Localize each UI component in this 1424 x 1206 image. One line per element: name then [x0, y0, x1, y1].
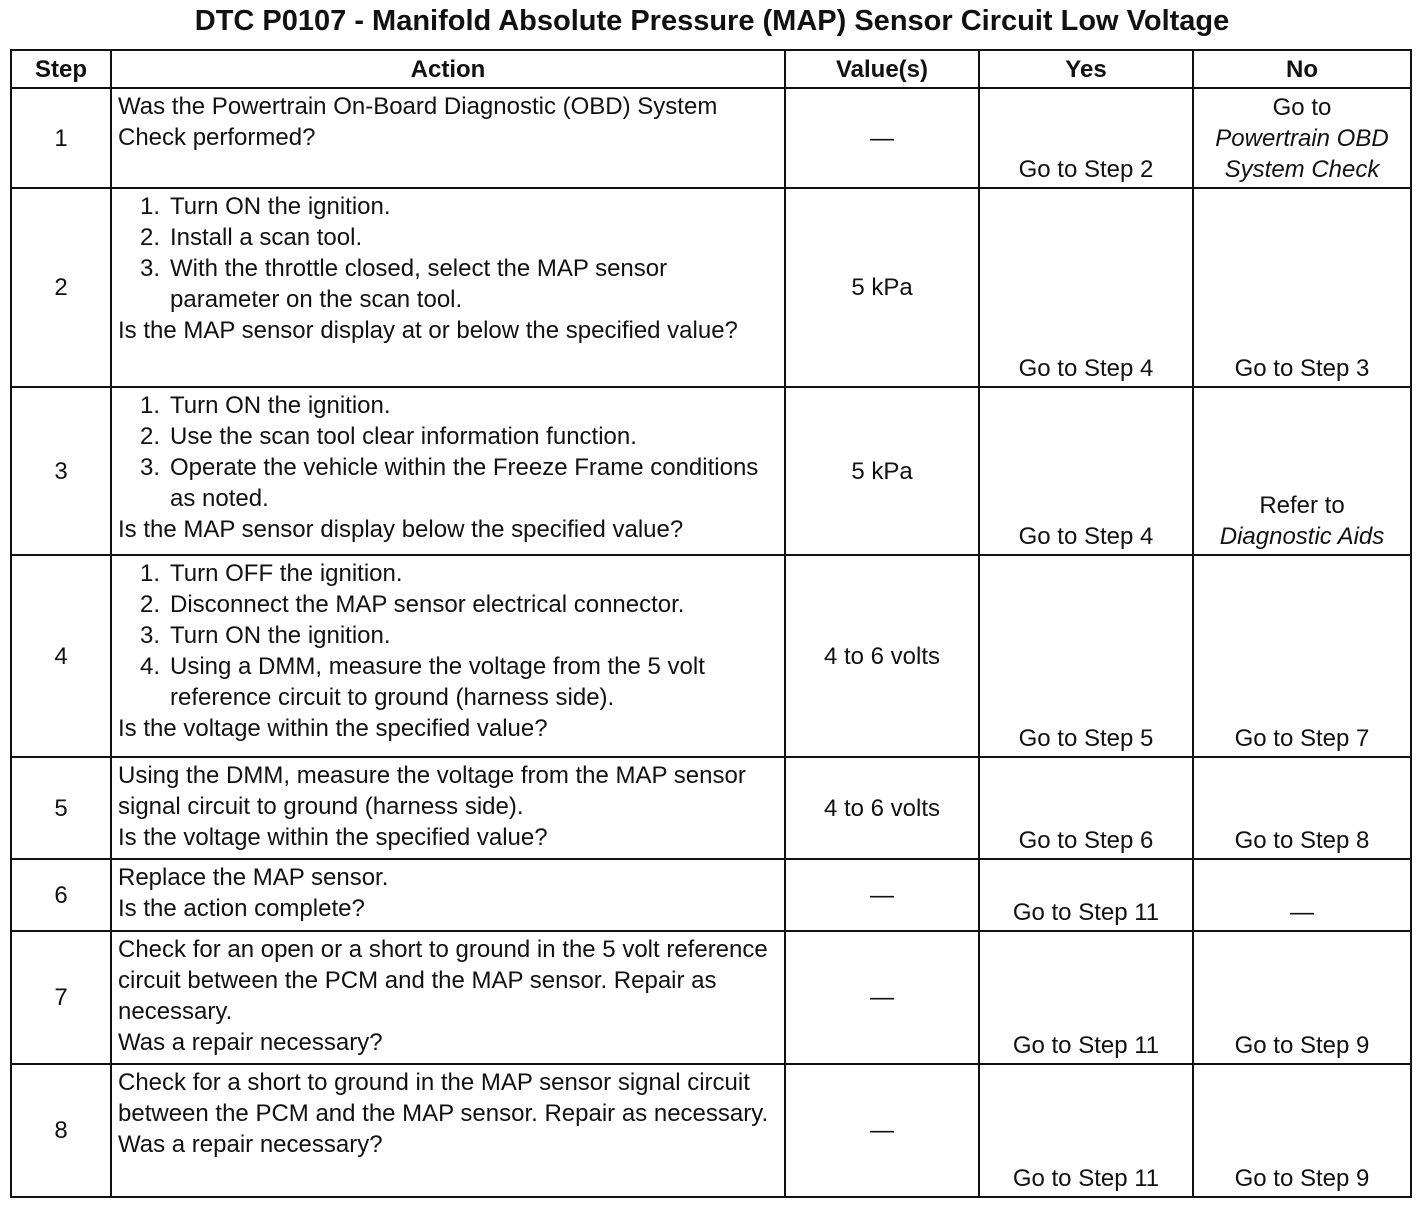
yes-cell: Go to Step 11: [979, 931, 1193, 1064]
no-reference: Powertrain OBD System Check: [1215, 125, 1389, 183]
action-cell: [111, 757, 785, 859]
yes-cell: Go to Step 2: [979, 88, 1193, 188]
list-item: 1. Turn ON the ignition.: [140, 392, 391, 419]
no-cell: Go to Step 3: [1193, 188, 1411, 387]
no-cell: Go to Step 9: [1193, 931, 1411, 1064]
step-number: 2: [11, 188, 111, 387]
no-cell: [1193, 88, 1411, 188]
list-item: 1. Turn ON the ignition.: [140, 193, 391, 220]
page-title: DTC P0107 - Manifold Absolute Pressure (MAP) Sensor Circuit Low Voltage: [194, 5, 1230, 37]
no-cell: —: [1193, 859, 1411, 931]
yes-cell: Go to Step 5: [979, 555, 1193, 757]
list-item: 3. Turn ON the ignition.: [140, 622, 391, 649]
yes-cell: Go to Step 11: [979, 859, 1193, 931]
action-text: Replace the MAP sensor.: [118, 864, 389, 891]
value-cell: —: [785, 931, 979, 1064]
table-row: [11, 1064, 1411, 1197]
table-row: [11, 931, 1411, 1064]
header-no: No: [1193, 50, 1411, 88]
action-question: Is the voltage within the specified value?: [118, 824, 548, 851]
action-cell: [111, 1064, 785, 1197]
value-cell: 4 to 6 volts: [785, 757, 979, 859]
action-text: Was the Powertrain On-Board Diagnostic (OBD) System Check performed?: [118, 93, 718, 151]
step-number: 4: [11, 555, 111, 757]
step-number: 7: [11, 931, 111, 1064]
action-text: Using the DMM, measure the voltage from the MAP sensor signal circuit to ground (harness side).: [118, 762, 746, 820]
action-text: Check for an open or a short to ground in the 5 volt reference circuit between the PCM and the MAP sensor. Repair as necessary.: [118, 936, 768, 1025]
header-yes: Yes: [979, 50, 1193, 88]
action-steps: [118, 390, 778, 514]
step-number: 8: [11, 1064, 111, 1197]
action-cell: [111, 387, 785, 555]
action-cell: [111, 555, 785, 757]
list-item: 2. Install a scan tool.: [140, 224, 363, 251]
list-item: 4. Using a DMM, measure the voltage from the 5 volt reference circuit to ground (harness side).: [140, 653, 705, 711]
header-values: Value(s): [785, 50, 979, 88]
header-step: Step: [11, 50, 111, 88]
step-number: 1: [11, 88, 111, 188]
no-prefix: Go to: [1272, 94, 1332, 121]
action-question: Is the voltage within the specified value?: [118, 715, 548, 742]
action-cell: [111, 931, 785, 1064]
no-cell: Go to Step 8: [1193, 757, 1411, 859]
action-question: Was a repair necessary?: [118, 1131, 383, 1158]
no-cell: Go to Step 9: [1193, 1064, 1411, 1197]
yes-cell: Go to Step 4: [979, 188, 1193, 387]
action-steps: [118, 191, 778, 315]
action-question: Is the MAP sensor display below the specified value?: [118, 516, 684, 543]
action-steps: [118, 558, 778, 713]
list-item: 3. Operate the vehicle within the Freeze Frame conditions as noted.: [140, 454, 759, 512]
no-prefix: Refer to: [1259, 492, 1345, 519]
value-cell: 4 to 6 volts: [785, 555, 979, 757]
action-question: Was a repair necessary?: [118, 1029, 383, 1056]
value-cell: 5 kPa: [785, 188, 979, 387]
value-cell: —: [785, 859, 979, 931]
no-cell: [1193, 387, 1411, 555]
no-reference: Diagnostic Aids: [1219, 523, 1385, 550]
action-question: Is the MAP sensor display at or below the specified value?: [118, 317, 738, 344]
list-item: 1. Turn OFF the ignition.: [140, 560, 403, 587]
list-item: 2. Disconnect the MAP sensor electrical connector.: [140, 591, 685, 618]
step-number: 5: [11, 757, 111, 859]
table-row: [11, 555, 1411, 757]
yes-cell: Go to Step 4: [979, 387, 1193, 555]
yes-cell: Go to Step 11: [979, 1064, 1193, 1197]
header-row: [11, 50, 1411, 88]
value-cell: —: [785, 88, 979, 188]
table-row: [11, 88, 1411, 188]
action-cell: [111, 188, 785, 387]
no-cell: Go to Step 7: [1193, 555, 1411, 757]
action-text: Check for a short to ground in the MAP sensor signal circuit between the PCM and the MAP sensor. Repair as necessary.: [118, 1069, 769, 1127]
table-row: [11, 859, 1411, 931]
action-cell: [111, 88, 785, 188]
list-item: 3. With the throttle closed, select the MAP sensor parameter on the scan tool.: [140, 255, 668, 313]
table-row: [11, 387, 1411, 555]
action-question: Is the action complete?: [118, 895, 365, 922]
header-action: Action: [111, 50, 785, 88]
action-cell: [111, 859, 785, 931]
yes-cell: Go to Step 6: [979, 757, 1193, 859]
list-item: 2. Use the scan tool clear information function.: [140, 423, 637, 450]
step-number: 3: [11, 387, 111, 555]
step-number: 6: [11, 859, 111, 931]
table-row: [11, 188, 1411, 387]
table-row: [11, 757, 1411, 859]
value-cell: —: [785, 1064, 979, 1197]
diagnostic-table: [10, 49, 1412, 1198]
value-cell: 5 kPa: [785, 387, 979, 555]
